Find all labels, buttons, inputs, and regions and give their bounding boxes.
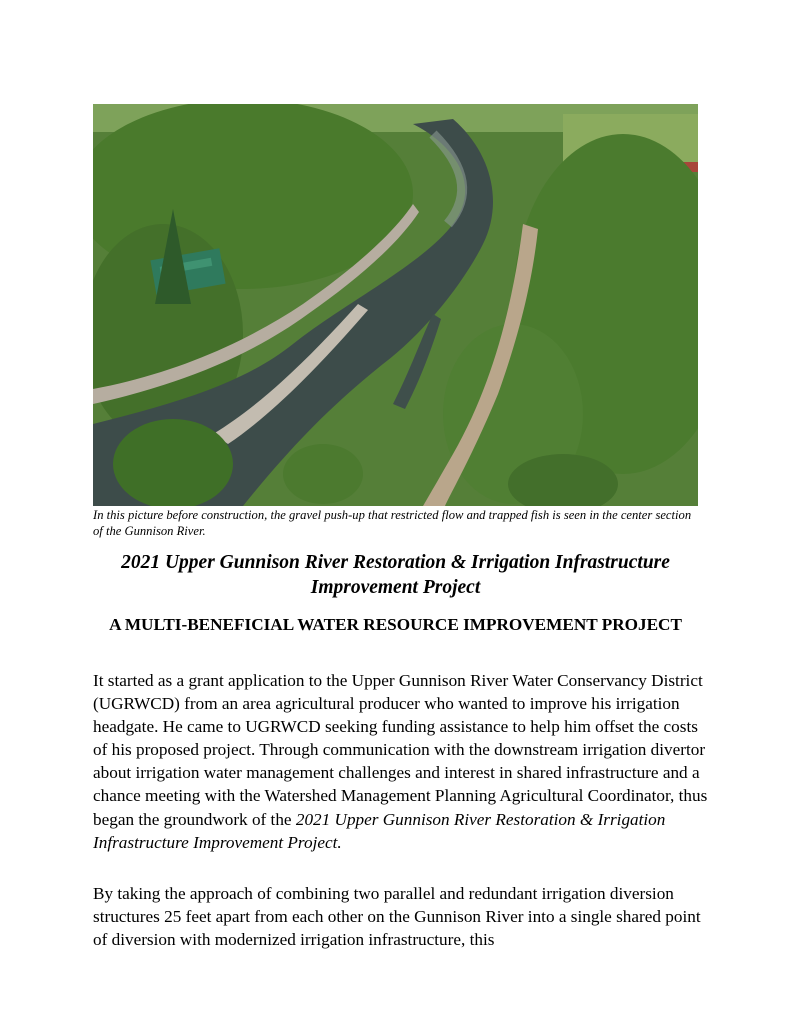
project-name-emphasis: 2021 Upper Gunnison River Restoration & Irrigation Infrastructure Improvement Project. [93,809,666,852]
body-paragraph-1 [93,669,713,854]
body-paragraph-2: By taking the approach of combining two parallel and redundant irrigation diversion structures 25 feet apart from each other on the Gunnison River into a single shared point of diversion with modernized irrigation infrastructure, this [93,884,701,950]
river-aerial-photo [93,104,698,506]
section-heading: A MULTI-BENEFICIAL WATER RESOURCE IMPROVEMENT PROJECT [109,615,682,634]
paragraph-1-text: It started as a grant application to the Upper Gunnison River Water Conservancy District (UGRWCD) from an area agricultural producer who wanted to improve his irrigation headgate. He came to UGRWCD seeking funding assistance to help him offset the costs of his proposed project. Through communication with the downstream irrigation divertor about irrigation water management challenges and interest in shared infrastructure and a chance meeting with the Watershed Management Planning Agricultural Coordinator, thus began the groundwork of the [93,671,708,829]
photo-caption: In this picture before construction, the gravel push-up that restricted flow and trapped fish is seen in the center section of the Gunnison River. [93,508,692,538]
page-title: 2021 Upper Gunnison River Restoration & Irrigation Infrastructure Improvement Project [121,552,670,598]
